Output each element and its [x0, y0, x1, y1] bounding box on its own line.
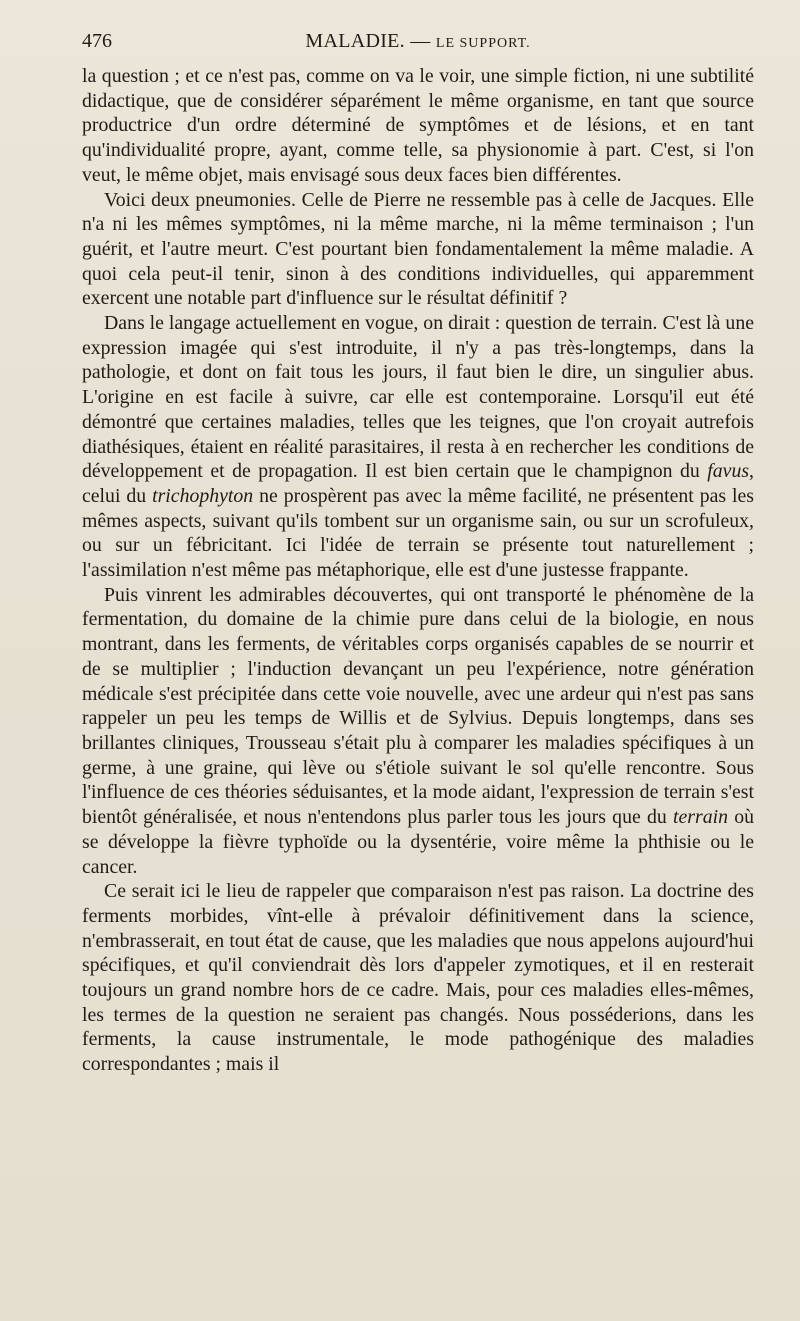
paragraph	[82, 583, 754, 879]
text-run: où se développe la fièvre typhoïde ou la dysentérie, voire même la phthisie ou le cancer.	[82, 806, 754, 878]
page-number: 476	[82, 30, 112, 52]
paragraph: la question ; et ce n'est pas, comme on va le voir, une simple fiction, ni une subtilité didactique, que de considérer séparément le même organisme, en tant que source productrice d'un ordre déterminé de symptômes et de lésions, et en tant qu'individualité propre, ayant, comme telle, sa physionomie à part. C'est, si l'on veut, le même objet, mais envisagé sous deux faces bien différentes.	[82, 65, 754, 186]
text-run: Puis vinrent les admirables découvertes, qui ont transporté le phénomène de la fermentation, du domaine de la chimie pure dans celui de la biologie, en nous montrant, dans les ferments, de véritables corps organisés capables de se nourrir et de se multiplier ; l'induction devançant un peu l'expérience, notre génération médicale s'est précipitée dans cette voie nouvelle, avec une ardeur qui n'est pas sans rappeler un peu les temps de Willis et de Sylvius. Depuis longtemps, dans ses brillantes cliniques, Trousseau s'était plu à comparer les maladies spécifiques à un germe, à une graine, qui lève ou s'étiole suivant le sol qu'elle rencontre. Sous l'influence de ces théories séduisantes, et la mode aidant, l'expression de terrain s'est bientôt généralisée, et nous n'entendons plus parler tous les jours que du	[82, 583, 754, 829]
body-text	[82, 64, 754, 1077]
paragraph: Voici deux pneumonies. Celle de Pierre ne ressemble pas à celle de Jacques. Elle n'a ni les mêmes symptômes, ni la même marche, ni la même terminaison ; l'un guérit, et l'autre meurt. C'est pourtant bien fondamentalement la même maladie. A quoi cela peut-il tenir, sinon à des conditions individuelles, qui apparemment exercent une notable part d'influence sur le résultat définitif ?	[82, 188, 754, 310]
running-title-main: MALADIE. —	[305, 30, 431, 52]
paragraph	[82, 311, 754, 583]
italic-term: terrain	[673, 806, 728, 829]
text-run: ne prospèrent pas avec la même facilité, ne présentent pas les mêmes aspects, suivant qu'ils tombent sur un organisme sain, ou sur un scrofuleux, ou sur un fébricitant. Ici l'idée de terrain se présente tout naturellement ; l'assimilation n'est même pas métaphorique, elle est d'une justesse frappante.	[82, 484, 754, 582]
running-header	[82, 30, 754, 60]
running-title-sub: LE SUPPORT.	[435, 36, 531, 51]
italic-term: trichophyton	[152, 484, 254, 507]
paragraph: Ce serait ici le lieu de rappeler que comparaison n'est pas raison. La doctrine des ferments morbides, vînt-elle à prévaloir définitivement dans la science, n'embrasserait, en tout état de cause, que les maladies que nous appelons aujourd'hui spécifiques, et qu'il conviendrait dès lors d'appeler zymotiques, et il en resterait toujours un grand nombre hors de ce cadre. Mais, pour ces maladies elles-mêmes, les termes de la question ne seraient pas changés. Nous posséderions, dans les ferments, la cause instrumentale, le mode pathogénique des maladies correspondantes ; mais il	[82, 880, 754, 1076]
text-run: , celui du	[82, 460, 754, 507]
italic-term: favus	[707, 460, 750, 483]
text-run: Dans le langage actuellement en vogue, on dirait : question de terrain. C'est là une expression imagée qui s'est introduite, il n'y a pas très-longtemps, dans la pathologie, et dont on fait tous les jours, il faut bien le dire, un singulier abus. L'origine en est facile à suivre, car elle est contemporaine. Lorsqu'il eut été démontré que certaines maladies, telles que les teignes, que l'on croyait autrefois diathésiques, étaient en réalité parasitaires, il resta à en rechercher les conditions de développement et de propagation. Il est bien certain que le champignon du	[82, 312, 754, 483]
running-title	[82, 30, 754, 53]
